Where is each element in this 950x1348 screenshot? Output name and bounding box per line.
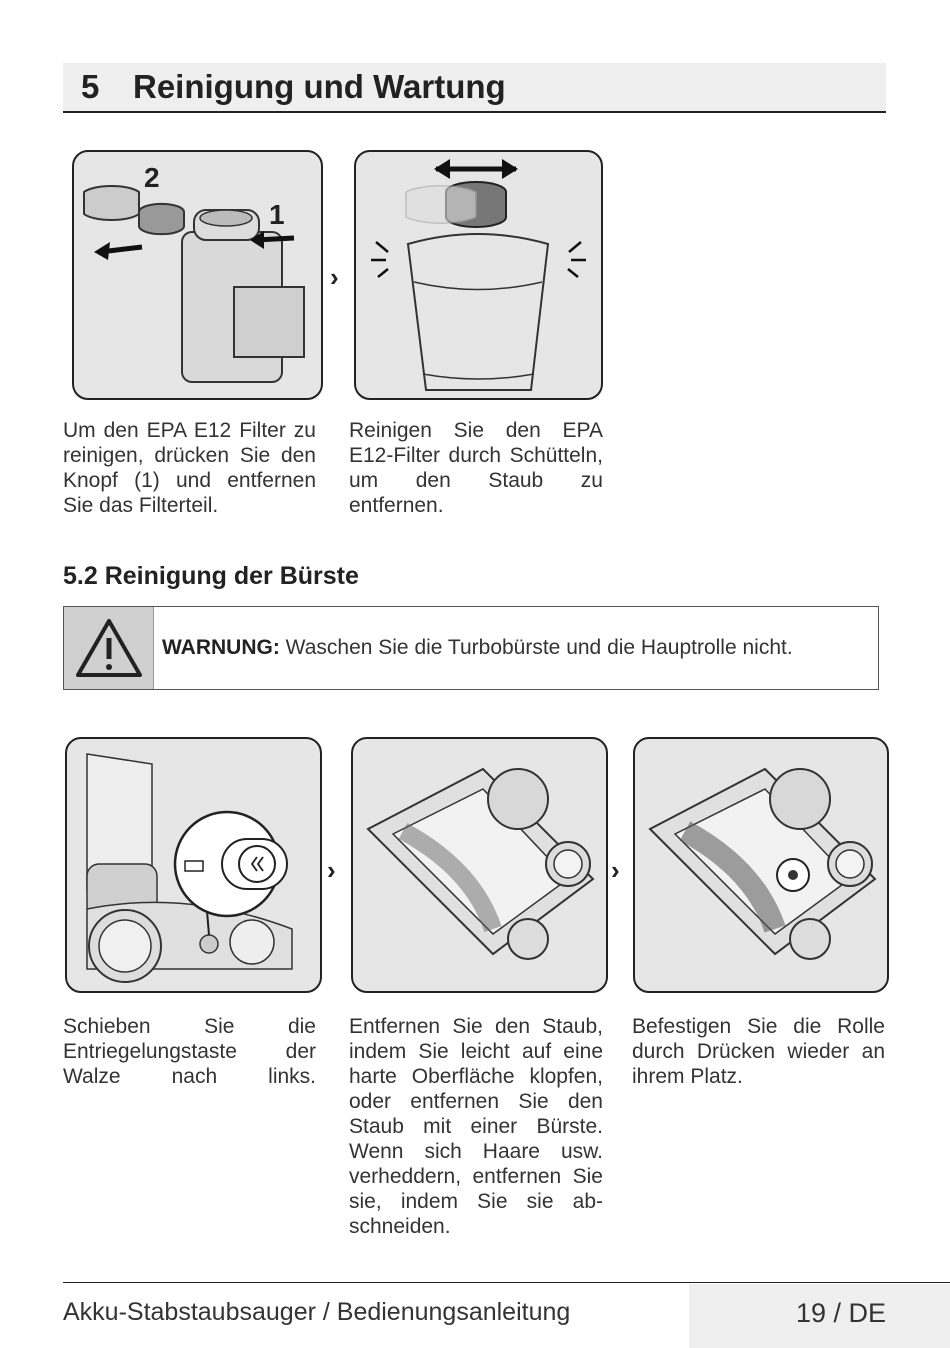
warning-triangle-icon (74, 616, 144, 680)
figure-release-button (65, 737, 322, 993)
step-number-2: 2 (144, 162, 160, 193)
caption-filter-shaking: Reinigen Sie den EPA E12-Filter durch Schütteln, um den Staub zu entfernen. (349, 419, 603, 517)
warning-message: Waschen Sie die Turbobürste und die Hauptrolle nicht. (279, 636, 793, 659)
section-header (63, 63, 886, 113)
section-number: 5 (81, 68, 100, 105)
chevron-right-icon: › (611, 855, 620, 885)
warning-text (162, 636, 793, 660)
filter-removal-illustration (74, 152, 321, 398)
warning-icon-box (64, 607, 154, 689)
page-number: 19 / DE (795, 1298, 886, 1328)
figure-roller-reattach (633, 737, 889, 993)
figure-roller-cleaning (351, 737, 608, 993)
chevron-right-icon: › (327, 855, 336, 885)
caption-roller-cleaning: Entfernen Sie den Staub, indem Sie leicht auf eine harte Oberfläche klopfen, oder entfernen Sie den Staub mit einer Bürste. Wenn sich Haare usw. verheddern, entfernen Sie sie, indem Sie sie ab-schneiden. (349, 1015, 603, 1238)
figure-filter-shaking (354, 150, 603, 400)
warning-box (63, 606, 879, 690)
footer-divider (63, 1282, 950, 1283)
caption-filter-removal: Um den EPA E12 Filter zu reinigen, drücken Sie den Knopf (1) und entfernen Sie das Filterteil. (63, 419, 316, 517)
roller-reattach-illustration (635, 739, 887, 991)
caption-release-button: Schieben Sie die Entriegelungstaste der Walze nach links. (63, 1015, 316, 1088)
release-button-illustration (67, 739, 320, 991)
chevron-right-icon: › (330, 262, 339, 292)
caption-roller-reattach: Befestigen Sie die Rolle durch Drücken wieder an ihrem Platz. (632, 1015, 885, 1088)
step-number-1: 1 (269, 199, 285, 230)
filter-shaking-illustration (356, 152, 601, 398)
section-title: Reinigung und Wartung (133, 68, 506, 105)
figure-filter-removal (72, 150, 323, 400)
footer-title: Akku-Stabstaubsauger / Bedienungsanleitung (63, 1298, 571, 1326)
subsection-title: 5.2 Reinigung der Bürste (63, 562, 359, 590)
warning-label: WARNUNG: (162, 636, 280, 659)
roller-cleaning-illustration (353, 739, 606, 991)
footer-page-box (689, 1284, 950, 1348)
